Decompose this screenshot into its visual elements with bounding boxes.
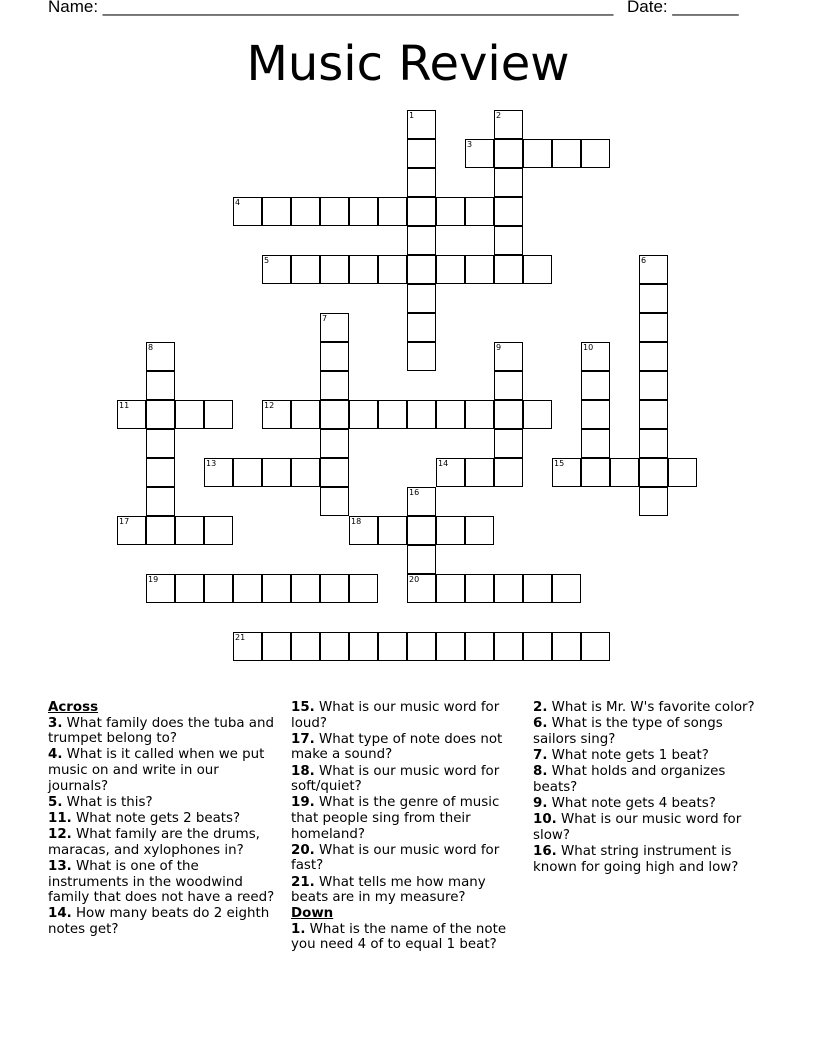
grid-cell[interactable] — [581, 458, 610, 487]
grid-cell[interactable] — [262, 574, 291, 603]
clue-number: 11 — [119, 401, 130, 410]
grid-cell[interactable] — [407, 284, 436, 313]
grid-cell[interactable] — [262, 458, 291, 487]
clues-column-1 — [48, 700, 278, 938]
grid-cell[interactable] — [407, 197, 436, 226]
clue-number: 8 — [148, 343, 154, 352]
grid-cell[interactable] — [146, 400, 175, 429]
grid-cell[interactable] — [639, 313, 668, 342]
grid-cell[interactable] — [523, 255, 552, 284]
grid-cell[interactable] — [436, 255, 465, 284]
grid-cell[interactable] — [407, 545, 436, 574]
grid-cell[interactable] — [204, 400, 233, 429]
grid-cell[interactable] — [494, 168, 523, 197]
clue-number: 20 — [409, 575, 420, 584]
clue-down-2: 2. What is Mr. W's favorite color? — [533, 700, 755, 715]
grid-cell[interactable] — [320, 458, 349, 487]
grid-cell[interactable] — [262, 632, 291, 661]
grid-cell[interactable] — [291, 400, 320, 429]
clue-number: 1 — [409, 111, 415, 120]
grid-cell[interactable] — [639, 342, 668, 371]
grid-cell[interactable] — [436, 516, 465, 545]
grid-cell[interactable] — [494, 400, 523, 429]
clue-number: 5 — [264, 256, 270, 265]
grid-cell[interactable] — [349, 255, 378, 284]
grid-cell[interactable] — [581, 342, 610, 371]
grid-cell[interactable] — [581, 400, 610, 429]
grid-cell[interactable] — [465, 139, 494, 168]
grid-cell[interactable] — [320, 429, 349, 458]
grid-cell[interactable] — [494, 458, 523, 487]
grid-cell[interactable] — [465, 255, 494, 284]
clue-across-13: 13. What is one of the instruments in the woodwind family that does not have a reed? — [48, 858, 275, 906]
grid-cell[interactable] — [320, 342, 349, 371]
clue-across-12: 12. What family are the drums, maracas, and xylophones in? — [48, 827, 260, 858]
grid-cell[interactable] — [320, 487, 349, 516]
clue-number: 17 — [119, 517, 130, 526]
grid-cell[interactable] — [436, 632, 465, 661]
clue-down-16: 16. What string instrument is known for going high and low? — [533, 843, 739, 875]
grid-cell[interactable] — [639, 429, 668, 458]
grid-cell[interactable] — [639, 487, 668, 516]
grid-cell[interactable] — [407, 487, 436, 516]
grid-cell[interactable] — [146, 458, 175, 487]
clue-down-8: 8. What holds and organizes beats? — [533, 764, 726, 795]
grid-cell[interactable] — [494, 574, 523, 603]
grid-cell[interactable] — [262, 255, 291, 284]
grid-cell[interactable] — [639, 371, 668, 400]
grid-cell[interactable] — [407, 110, 436, 139]
grid-cell[interactable] — [436, 458, 465, 487]
clue-across-20: 20. What is our music word for fast? — [291, 842, 500, 874]
grid-cell[interactable] — [291, 632, 320, 661]
down-heading: Down — [291, 906, 334, 922]
grid-cell[interactable] — [378, 632, 407, 661]
grid-cell[interactable] — [146, 516, 175, 545]
grid-cell[interactable] — [407, 574, 436, 603]
grid-cell[interactable] — [378, 400, 407, 429]
grid-cell[interactable] — [146, 487, 175, 516]
clue-across-4: 4. What is it called when we put music on and write in our journals? — [48, 747, 265, 794]
clue-down-7: 7. What note gets 1 beat? — [533, 747, 709, 763]
grid-cell[interactable] — [349, 400, 378, 429]
grid-cell[interactable] — [291, 458, 320, 487]
grid-cell[interactable] — [146, 342, 175, 371]
name-field[interactable]: Name: ______________________________________________________ — [48, 0, 614, 16]
grid-cell[interactable] — [204, 458, 233, 487]
grid-cell[interactable] — [407, 168, 436, 197]
grid-cell[interactable] — [639, 255, 668, 284]
grid-cell[interactable] — [320, 574, 349, 603]
grid-cell[interactable] — [117, 516, 146, 545]
grid-cell[interactable] — [407, 632, 436, 661]
grid-cell[interactable] — [407, 313, 436, 342]
grid-cell[interactable] — [523, 632, 552, 661]
grid-cell[interactable] — [407, 516, 436, 545]
clue-down-9: 9. What note gets 4 beats? — [533, 795, 716, 811]
grid-cell[interactable] — [465, 632, 494, 661]
grid-cell[interactable] — [610, 458, 639, 487]
grid-cell[interactable] — [204, 574, 233, 603]
grid-cell[interactable] — [552, 574, 581, 603]
grid-cell[interactable] — [465, 197, 494, 226]
date-field[interactable]: Date: _______ — [627, 0, 739, 16]
grid-cell[interactable] — [494, 110, 523, 139]
grid-cell[interactable] — [407, 342, 436, 371]
clue-number: 7 — [322, 314, 328, 323]
grid-cell[interactable] — [233, 574, 262, 603]
grid-cell[interactable] — [552, 458, 581, 487]
grid-cell[interactable] — [436, 574, 465, 603]
grid-cell[interactable] — [407, 400, 436, 429]
grid-cell[interactable] — [494, 429, 523, 458]
clue-across-17: 17. What type of note does not make a sound? — [291, 731, 503, 763]
clue-across-19: 19. What is the genre of music that people sing from their homeland? — [291, 795, 500, 842]
grid-cell[interactable] — [320, 313, 349, 342]
grid-cell[interactable] — [523, 139, 552, 168]
grid-cell[interactable] — [494, 342, 523, 371]
grid-cell[interactable] — [639, 284, 668, 313]
grid-cell[interactable] — [523, 400, 552, 429]
grid-cell[interactable] — [320, 400, 349, 429]
grid-cell[interactable] — [494, 226, 523, 255]
grid-cell[interactable] — [378, 255, 407, 284]
grid-cell[interactable] — [639, 400, 668, 429]
grid-cell[interactable] — [320, 632, 349, 661]
grid-cell[interactable] — [465, 400, 494, 429]
clue-across-18: 18. What is our music word for soft/quiet? — [291, 763, 500, 795]
grid-cell[interactable] — [436, 400, 465, 429]
grid-cell[interactable] — [465, 516, 494, 545]
grid-cell[interactable] — [494, 139, 523, 168]
grid-cell[interactable] — [233, 197, 262, 226]
grid-cell[interactable] — [552, 139, 581, 168]
grid-cell[interactable] — [552, 632, 581, 661]
clue-number: 6 — [641, 256, 647, 265]
clue-number: 4 — [235, 198, 241, 207]
grid-cell[interactable] — [349, 197, 378, 226]
grid-cell[interactable] — [175, 400, 204, 429]
clue-number: 13 — [206, 459, 217, 468]
grid-cell[interactable] — [320, 197, 349, 226]
across-heading: Across — [48, 700, 99, 715]
grid-cell[interactable] — [233, 632, 262, 661]
grid-cell[interactable] — [320, 371, 349, 400]
clue-number: 16 — [409, 488, 420, 497]
clue-down-6: 6. What is the type of songs sailors sing? — [533, 716, 723, 747]
clue-number: 10 — [583, 343, 594, 352]
grid-cell[interactable] — [378, 197, 407, 226]
grid-cell[interactable] — [320, 255, 349, 284]
grid-cell[interactable] — [175, 574, 204, 603]
clue-across-21: 21. What tells me how many beats are in my measure? — [291, 874, 486, 906]
grid-cell[interactable] — [494, 632, 523, 661]
grid-cell[interactable] — [581, 632, 610, 661]
clue-across-15: 15. What is our music word for loud? — [291, 700, 500, 731]
grid-cell[interactable] — [494, 371, 523, 400]
grid-cell[interactable] — [233, 458, 262, 487]
grid-cell[interactable] — [262, 197, 291, 226]
grid-cell[interactable] — [146, 574, 175, 603]
clue-number: 9 — [496, 343, 502, 352]
grid-cell[interactable] — [494, 255, 523, 284]
clue-number: 18 — [351, 517, 362, 526]
grid-cell[interactable] — [465, 458, 494, 487]
clue-across-11: 11. What note gets 2 beats? — [48, 810, 241, 826]
clues-column-2 — [291, 700, 519, 954]
clue-across-3: 3. What family does the tuba and trumpet belong to? — [48, 715, 274, 747]
grid-cell[interactable] — [146, 429, 175, 458]
grid-cell[interactable] — [494, 197, 523, 226]
clue-number: 21 — [235, 633, 246, 642]
grid-cell[interactable] — [291, 574, 320, 603]
grid-cell[interactable] — [465, 574, 494, 603]
clue-across-14: 14. How many beats do 2 eighth notes get? — [48, 906, 270, 937]
grid-cell[interactable] — [349, 632, 378, 661]
grid-cell[interactable] — [204, 516, 233, 545]
grid-cell[interactable] — [523, 574, 552, 603]
grid-cell[interactable] — [407, 139, 436, 168]
grid-cell[interactable] — [436, 197, 465, 226]
clue-down-1: 1. What is the name of the note you need 4 of to equal 1 beat? — [291, 921, 507, 953]
clue-number: 3 — [467, 140, 473, 149]
clue-down-10: 10. What is our music word for slow? — [533, 812, 742, 843]
clue-number: 12 — [264, 401, 275, 410]
grid-cell[interactable] — [581, 139, 610, 168]
grid-cell[interactable] — [581, 429, 610, 458]
clue-number: 15 — [554, 459, 565, 468]
grid-cell[interactable] — [262, 400, 291, 429]
clue-number: 2 — [496, 111, 502, 120]
page-title: Music Review — [246, 36, 570, 92]
clue-number: 14 — [438, 459, 449, 468]
grid-cell[interactable] — [146, 371, 175, 400]
grid-cell[interactable] — [668, 458, 697, 487]
grid-cell[interactable] — [291, 255, 320, 284]
grid-cell[interactable] — [581, 371, 610, 400]
clue-across-5: 5. What is this? — [48, 794, 153, 810]
clue-number: 19 — [148, 575, 159, 584]
clues-column-3 — [533, 700, 765, 876]
grid-cell[interactable] — [378, 516, 407, 545]
grid-cell[interactable] — [407, 255, 436, 284]
grid-cell[interactable] — [407, 226, 436, 255]
grid-cell[interactable] — [175, 516, 204, 545]
grid-cell[interactable] — [291, 197, 320, 226]
grid-cell[interactable] — [639, 458, 668, 487]
grid-cell[interactable] — [349, 516, 378, 545]
grid-cell[interactable] — [117, 400, 146, 429]
grid-cell[interactable] — [349, 574, 378, 603]
